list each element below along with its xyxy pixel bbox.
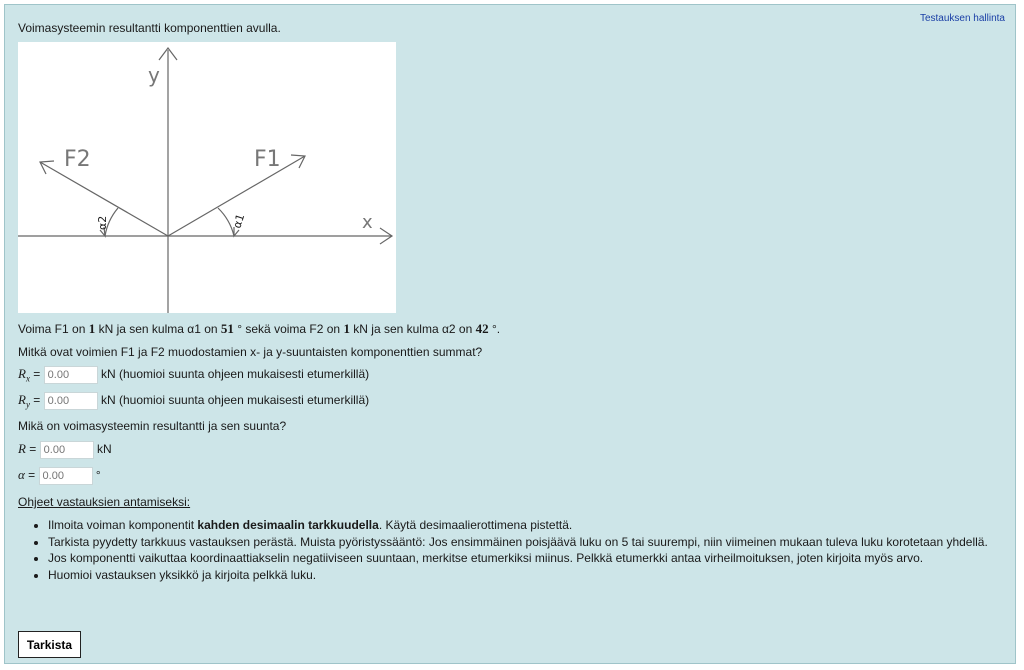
x-axis-label: x [362,212,373,233]
rx-row: $R_x = 0.00$ kN (huomioi suunta ohjeen mukaisesti etumerkillä) [18,366,369,384]
f1-value: 1 [88,321,96,336]
r-unit: kN [97,442,112,457]
r-row: R = 0.00 kN [18,441,112,459]
rx-unit: kN (huomioi suunta ohjeen mukaisesti etumerkillä) [101,367,370,382]
exercise-title: Voimasysteemin resultantti komponenttien avulla. [18,21,281,35]
f2-label: F2 [64,147,91,172]
r-input[interactable] [40,441,94,459]
alpha-input[interactable] [39,467,93,485]
rx-label: $R_x$ [18,366,30,384]
alpha-row: α = 0.00 ° [18,467,101,485]
test-admin-link[interactable]: Testauksen hallinta [919,13,1005,24]
check-button[interactable]: Tarkista [18,631,81,658]
question-components: Mitkä ovat voimien F1 ja F2 muodostamien x- ja y-suuntaisten komponenttien summat? [18,345,483,359]
alpha1-value: 51 [220,321,234,336]
alpha1-label: α1 [230,212,248,230]
instruction-item: • Ilmoita voiman komponentit kahden desimaalin tarkkuudella. Käytä desimaalierottimena pistettä. [48,517,1008,534]
ry-input[interactable] [44,392,98,410]
f1-label: F1 [254,147,281,172]
alpha-unit: ° [95,468,101,483]
instruction-item: • Jos komponentti vaikuttaa koordinaattiakselin negatiiviseen suuntaan, merkitse etumerkiksi miinus. Pelkkä etumerkki antaa virheilmoituksen, joten kirjoita myös arvo. [48,550,1008,567]
question-resultant: Mikä on voimasysteemin resultantti ja sen suunta? [18,419,287,433]
instruction-item: • Tarkista pyydetty tarkkuus vastauksen perästä. Muista pyöristyssääntö: Jos ensimmäinen poisjäävä luku on 5 tai suurempi, niin viimeinen mukaan tuleva luku korotetaan yhdellä. [48,534,1008,551]
instructions-list [18,517,1008,583]
ry-row: $R_y = 0.00$ kN (huomioi suunta ohjeen mukaisesti etumerkillä) [18,392,369,410]
exercise-panel [4,4,1016,664]
r-label: R [18,441,26,457]
ry-unit: kN (huomioi suunta ohjeen mukaisesti etumerkillä) [101,393,370,408]
ry-label: $R_y$ [18,392,30,410]
problem-statement: Voima F1 on 1 kN ja sen kulma α1 on 51 ° sekä voima F2 on 1 kN ja sen kulma α2 on 42 °. [18,321,501,336]
rx-input[interactable] [44,366,98,384]
instructions-title: Ohjeet vastauksien antamiseksi: [18,495,191,509]
alpha2-label: α2 [96,215,109,230]
force-diagram [18,42,396,313]
alpha-label: α [18,467,25,483]
y-axis-label: y [148,63,160,87]
instruction-item: • Huomioi vastauksen yksikkö ja kirjoita pelkkä luku. [48,567,1008,584]
f2-value: 1 [343,321,350,336]
alpha2-value: 42 [475,321,489,336]
